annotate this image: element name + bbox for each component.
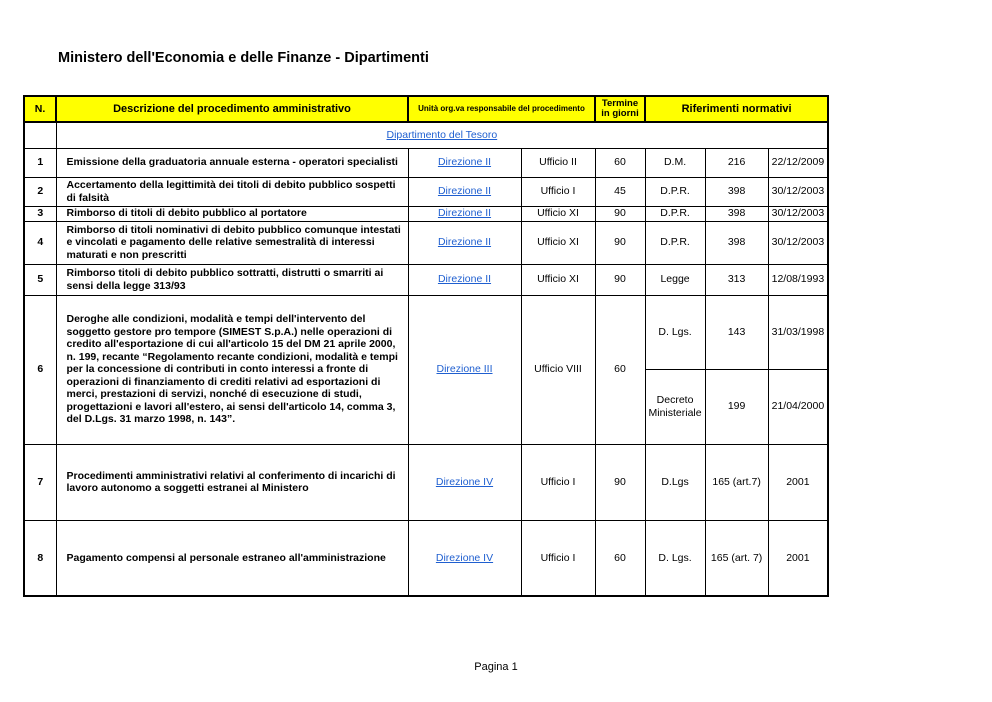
row-ufficio: Ufficio XI — [521, 264, 595, 295]
table-row — [24, 148, 828, 177]
row-description: Procedimenti amministrativi relativi al conferimento di incarichi di lavoro autonomo a soggetti estranei al Ministero — [56, 444, 408, 520]
direzione-link[interactable]: Direzione IV — [435, 551, 494, 564]
row-ref-tipo: Legge — [645, 264, 705, 295]
row-ref-numero: 398 — [705, 177, 768, 206]
row-description: Deroghe alle condizioni, modalità e tempi dell'intervento del soggetto gestore pro tempore (SIMEST S.p.A.) nelle operazioni di credito all'esportazione di cui all'articolo 15 del DM 21 aprile 2000, n. 199, recante “Regolamento recante condizioni, modalità e tempi per la concessione di contributi in conto interessi a fronte di operazioni di finanziamento di crediti relativi ad esportazioni di merci, prestazioni di servizi, nonché di esecuzione di studi, progettazioni e lavori all'estero, ai sensi dell'articolo 14, comma 3, del D.Lgs. 31 marzo 1998, n. 143”. — [56, 295, 408, 444]
row-ufficio: Ufficio II — [521, 148, 595, 177]
row-ufficio: Ufficio VIII — [521, 295, 595, 444]
row-number: 2 — [24, 177, 56, 206]
row-ref-data: 30/12/2003 — [768, 206, 828, 221]
table-row — [24, 206, 828, 221]
row-description: Rimborso di titoli nominativi di debito pubblico comunque intestati e vincolati e pagamento delle relative semestralità di interessi maturati e non prescritti — [56, 221, 408, 264]
row-ref-tipo: D.P.R. — [645, 206, 705, 221]
header-row — [24, 96, 828, 122]
direzione-link[interactable]: Direzione II — [437, 207, 492, 220]
page-title: Ministero dell'Economia e delle Finanze - Dipartimenti — [58, 50, 429, 66]
row-ufficio: Ufficio I — [521, 520, 595, 596]
row-termine: 90 — [595, 444, 645, 520]
row-ref-data: 30/12/2003 — [768, 221, 828, 264]
header-descrizione: Descrizione del procedimento amministrativo — [56, 96, 408, 122]
row-number: 5 — [24, 264, 56, 295]
section-row — [24, 122, 828, 148]
section-title-cell — [56, 122, 828, 148]
row-ref-data: 31/03/1998 — [768, 295, 828, 369]
row-ref-numero: 313 — [705, 264, 768, 295]
row-number: 1 — [24, 148, 56, 177]
row-termine: 90 — [595, 264, 645, 295]
row-ufficio: Ufficio I — [521, 177, 595, 206]
row-ref-tipo: D. Lgs. — [645, 295, 705, 369]
row-ref-data: 30/12/2003 — [768, 177, 828, 206]
row-ref-tipo: D.M. — [645, 148, 705, 177]
row-ref-tipo: D.Lgs — [645, 444, 705, 520]
row-direzione-cell — [408, 177, 521, 206]
row-ref-tipo: D. Lgs. — [645, 520, 705, 596]
row-ref-numero: 398 — [705, 221, 768, 264]
direzione-link[interactable]: Direzione II — [437, 156, 492, 169]
table-row — [24, 221, 828, 264]
row-direzione-cell — [408, 520, 521, 596]
row-number: 7 — [24, 444, 56, 520]
row-description: Rimborso titoli di debito pubblico sottratti, distrutti o smarriti ai sensi della legge 313/93 — [56, 264, 408, 295]
table-row — [24, 520, 828, 596]
row-ufficio: Ufficio I — [521, 444, 595, 520]
row-number: 6 — [24, 295, 56, 444]
row-ref-numero: 143 — [705, 295, 768, 369]
row-ref-data: 2001 — [768, 520, 828, 596]
row-termine: 60 — [595, 148, 645, 177]
row-direzione-cell — [408, 221, 521, 264]
header-n: N. — [24, 96, 56, 122]
row-termine: 90 — [595, 221, 645, 264]
row-ref-numero: 398 — [705, 206, 768, 221]
row-ref-numero: 216 — [705, 148, 768, 177]
row-termine: 90 — [595, 206, 645, 221]
page-footer: Pagina 1 — [474, 661, 518, 673]
row-direzione-cell — [408, 264, 521, 295]
section-n-cell — [24, 122, 56, 148]
row-ref-numero: 165 (art.7) — [705, 444, 768, 520]
row-direzione-cell — [408, 206, 521, 221]
row-ref-data: 22/12/2009 — [768, 148, 828, 177]
procedures-table — [23, 95, 829, 597]
row-direzione-cell — [408, 295, 521, 444]
direzione-link[interactable]: Direzione IV — [435, 475, 494, 488]
row-termine: 45 — [595, 177, 645, 206]
row-termine: 60 — [595, 520, 645, 596]
row-ref-data: 12/08/1993 — [768, 264, 828, 295]
row-ufficio: Ufficio XI — [521, 206, 595, 221]
direzione-link[interactable]: Direzione II — [437, 185, 492, 198]
header-termine-line2: in giorni — [601, 108, 639, 119]
table-row — [24, 444, 828, 520]
table-row — [24, 295, 828, 369]
direzione-link[interactable]: Direzione II — [437, 273, 492, 286]
row-direzione-cell — [408, 444, 521, 520]
section-link[interactable]: Dipartimento del Tesoro — [386, 129, 498, 141]
direzione-link[interactable]: Direzione III — [436, 363, 493, 376]
row-ref-data: 21/04/2000 — [768, 369, 828, 444]
row-direzione-cell — [408, 148, 521, 177]
row-description: Accertamento della legittimità dei titoli di debito pubblico sospetti di falsità — [56, 177, 408, 206]
row-ref-tipo: D.P.R. — [645, 177, 705, 206]
row-number: 4 — [24, 221, 56, 264]
direzione-link[interactable]: Direzione II — [437, 236, 492, 249]
row-ref-tipo: Decreto Ministeriale — [645, 369, 705, 444]
row-ufficio: Ufficio XI — [521, 221, 595, 264]
row-ref-numero: 199 — [705, 369, 768, 444]
table-row — [24, 264, 828, 295]
row-termine: 60 — [595, 295, 645, 444]
row-ref-data: 2001 — [768, 444, 828, 520]
row-number: 3 — [24, 206, 56, 221]
row-ref-tipo: D.P.R. — [645, 221, 705, 264]
header-riferimenti: Riferimenti normativi — [645, 96, 828, 122]
row-description: Rimborso di titoli di debito pubblico al portatore — [56, 206, 408, 221]
row-ref-numero: 165 (art. 7) — [705, 520, 768, 596]
row-number: 8 — [24, 520, 56, 596]
header-termine — [595, 96, 645, 122]
table-row — [24, 177, 828, 206]
row-description: Pagamento compensi al personale estraneo all'amministrazione — [56, 520, 408, 596]
row-description: Emissione della graduatoria annuale esterna - operatori specialisti — [56, 148, 408, 177]
header-termine-line1: Termine — [601, 97, 639, 109]
header-unita: Unità org.va responsabile del procedimento — [408, 96, 595, 122]
